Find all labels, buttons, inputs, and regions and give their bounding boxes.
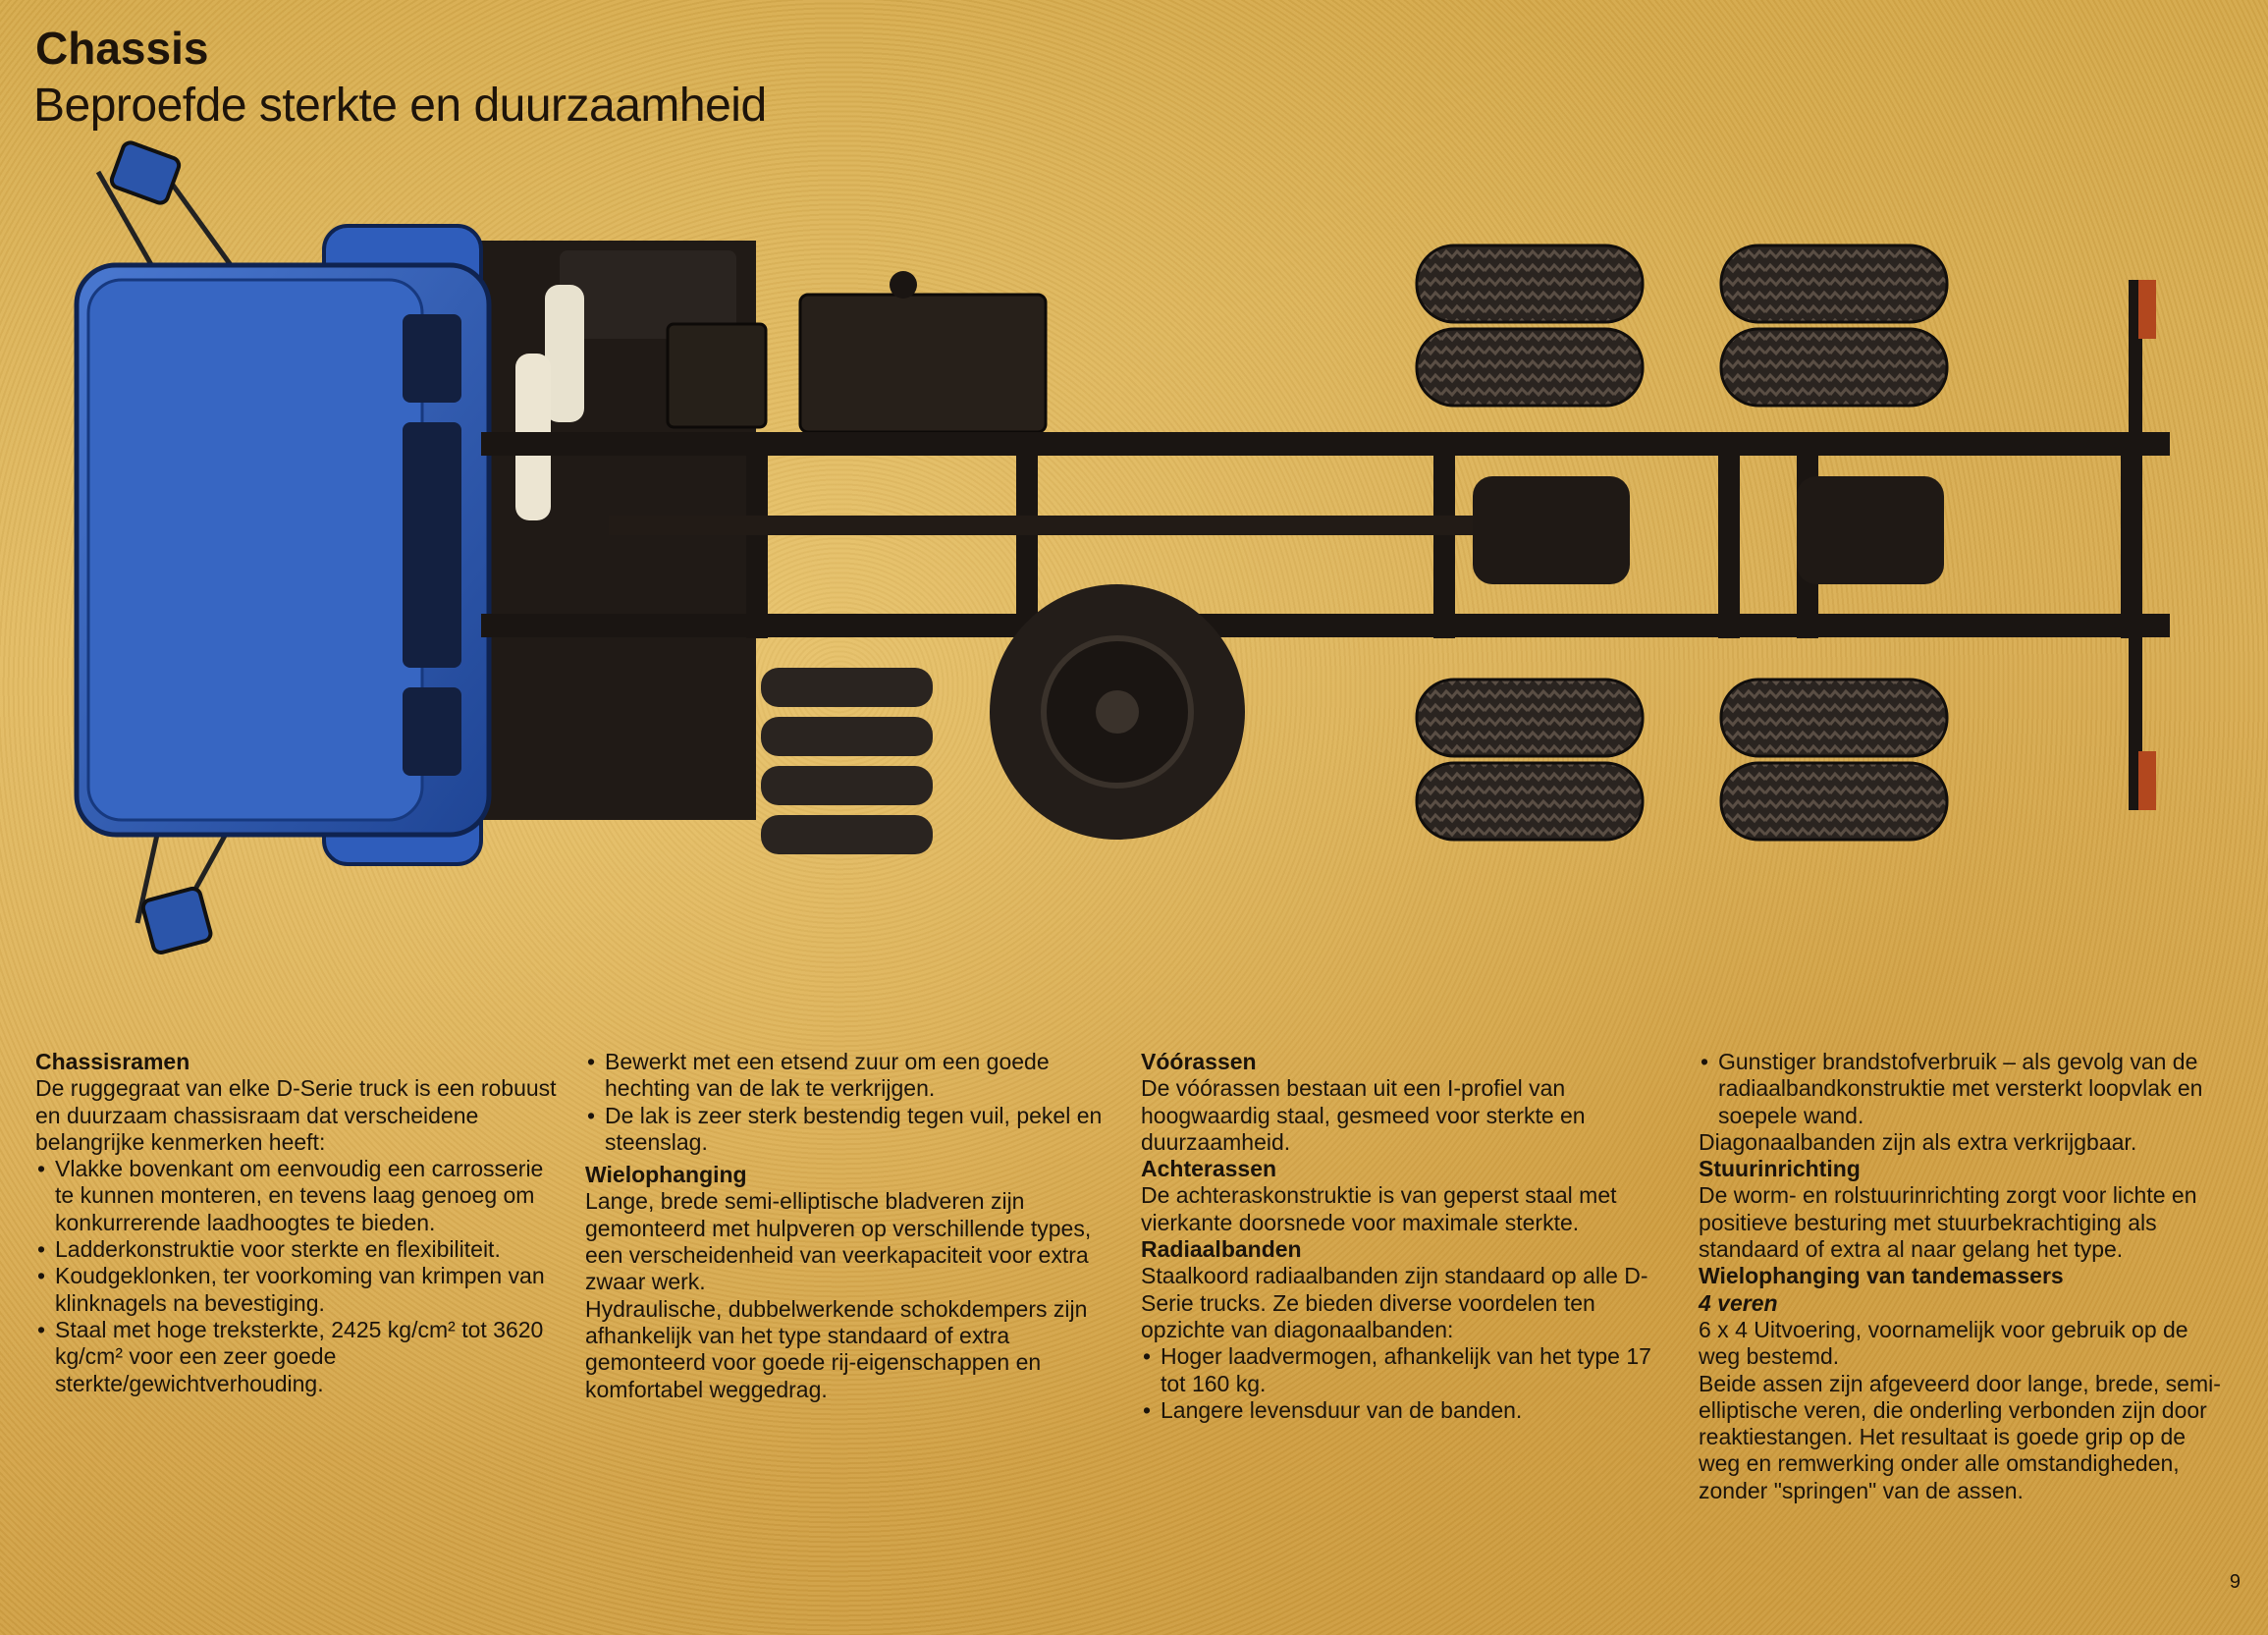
page-subtitle: Beproefde sterkte en duurzaamheid: [33, 80, 767, 132]
section-subheading: 4 veren: [1699, 1289, 1778, 1316]
section-heading: Stuurinrichting: [1699, 1156, 1861, 1182]
bullet-list: [585, 1049, 1115, 1156]
paragraph: Staalkoord radiaalbanden zijn standaard op alle D-Serie trucks. Ze bieden diverse voordelen ten opzichte van diagonaalbanden:: [1141, 1263, 1648, 1342]
bullet-list: [35, 1156, 561, 1397]
list-item: • Staal met hoge treksterkte, 2425 kg/cm² tot 3620 kg/cm² voor een zeer goede sterkte/gewichtverhouding.: [35, 1317, 561, 1397]
rear-light-bar: [2129, 280, 2156, 810]
list-item: • Vlakke bovenkant om eenvoudig een carrosserie te kunnen monteren, en tevens laag genoeg om konkurrerende laadhoogtes te bieden.: [35, 1156, 561, 1236]
section-heading: Vóórassen: [1141, 1049, 1257, 1074]
paragraph: De vóórassen bestaan uit een I-profiel van hoogwaardig staal, gesmeed voor sterkte en duurzaamheid.: [1141, 1075, 1586, 1155]
paragraph: Beide assen zijn afgeveerd door lange, brede, semi-elliptische veren, die onderling verbonden zijn door reaktiestangen. Het resultaat is goede grip op de weg en remwerking onder alle omstandigheden, zonder "springen" van de assen.: [1699, 1370, 2221, 1503]
paragraph: Lange, brede semi-elliptische bladveren zijn gemonteerd met hulpveren op verschillende types, een verscheidenheid van veerkapaciteit voor extra zwaar werk.: [585, 1188, 1092, 1295]
list-item: • Gunstiger brandstofverbruik – als gevolg van de radiaalbandkonstruktie met versterkt loopvlak en soepele wand.: [1699, 1049, 2229, 1129]
list-item: • De lak is zeer sterk bestendig tegen vuil, pekel en steenslag.: [585, 1103, 1115, 1157]
text-column-3: [1141, 1049, 1671, 1424]
section-intro: De ruggegraat van elke D-Serie truck is een robuust en duurzaam chassisraam dat verscheidene belangrijke kenmerken heeft:: [35, 1075, 557, 1155]
paragraph: Hydraulische, dubbelwerkende schokdempers zijn afhankelijk van het type standaard of extra gemonteerd voor goede rij-eigenschappen en komfortabel weggedrag.: [585, 1295, 1088, 1402]
truck-chassis-photo: [59, 137, 2199, 982]
bullet-list: [1141, 1343, 1671, 1424]
list-item: • Bewerkt met een etsend zuur om een goede hechting van de lak te verkrijgen.: [585, 1049, 1115, 1103]
paragraph: De achteraskonstruktie is van geperst staal met vierkante doorsnede voor maximale sterkte.: [1141, 1182, 1617, 1235]
paragraph: 6 x 4 Uitvoering, voornamelijk voor gebruik op de weg bestemd.: [1699, 1316, 2188, 1370]
mirror-bottom: [137, 825, 231, 954]
bullet-list: [1699, 1049, 2229, 1129]
page-title: Chassis: [35, 23, 209, 74]
list-item: • Koudgeklonken, ter voorkoming van krimpen van klinknagels na bevestiging.: [35, 1263, 561, 1317]
section-heading: Achterassen: [1141, 1156, 1277, 1182]
truck-cab: [77, 226, 489, 864]
fuel-tank: [800, 295, 1046, 432]
section-heading: Wielophanging: [585, 1162, 747, 1188]
paragraph: Diagonaalbanden zijn als extra verkrijgbaar.: [1699, 1128, 2137, 1155]
text-column-4: [1699, 1049, 2229, 1504]
air-tanks: [761, 668, 933, 854]
section-heading: Chassisramen: [35, 1049, 190, 1074]
page-number: 9: [2229, 1571, 2241, 1593]
list-item: • Langere levensduur van de banden.: [1141, 1397, 1671, 1424]
paragraph: De worm- en rolstuurinrichting zorgt voor lichte en positieve besturing met stuurbekrachtiging als standaard of extra al naar gelang het type.: [1699, 1182, 2197, 1263]
text-column-2: [585, 1049, 1115, 1403]
spare-wheel: [990, 584, 1245, 840]
text-column-1: [35, 1049, 561, 1397]
list-item: • Hoger laadvermogen, afhankelijk van het type 17 tot 160 kg.: [1141, 1343, 1671, 1397]
list-item: • Ladderkonstruktie voor sterkte en flexibiliteit.: [35, 1236, 561, 1263]
section-heading: Wielophanging van tandemassers: [1699, 1263, 2064, 1289]
mirror-top: [98, 140, 231, 275]
section-heading: Radiaalbanden: [1141, 1236, 1302, 1263]
battery-box: [668, 324, 766, 427]
